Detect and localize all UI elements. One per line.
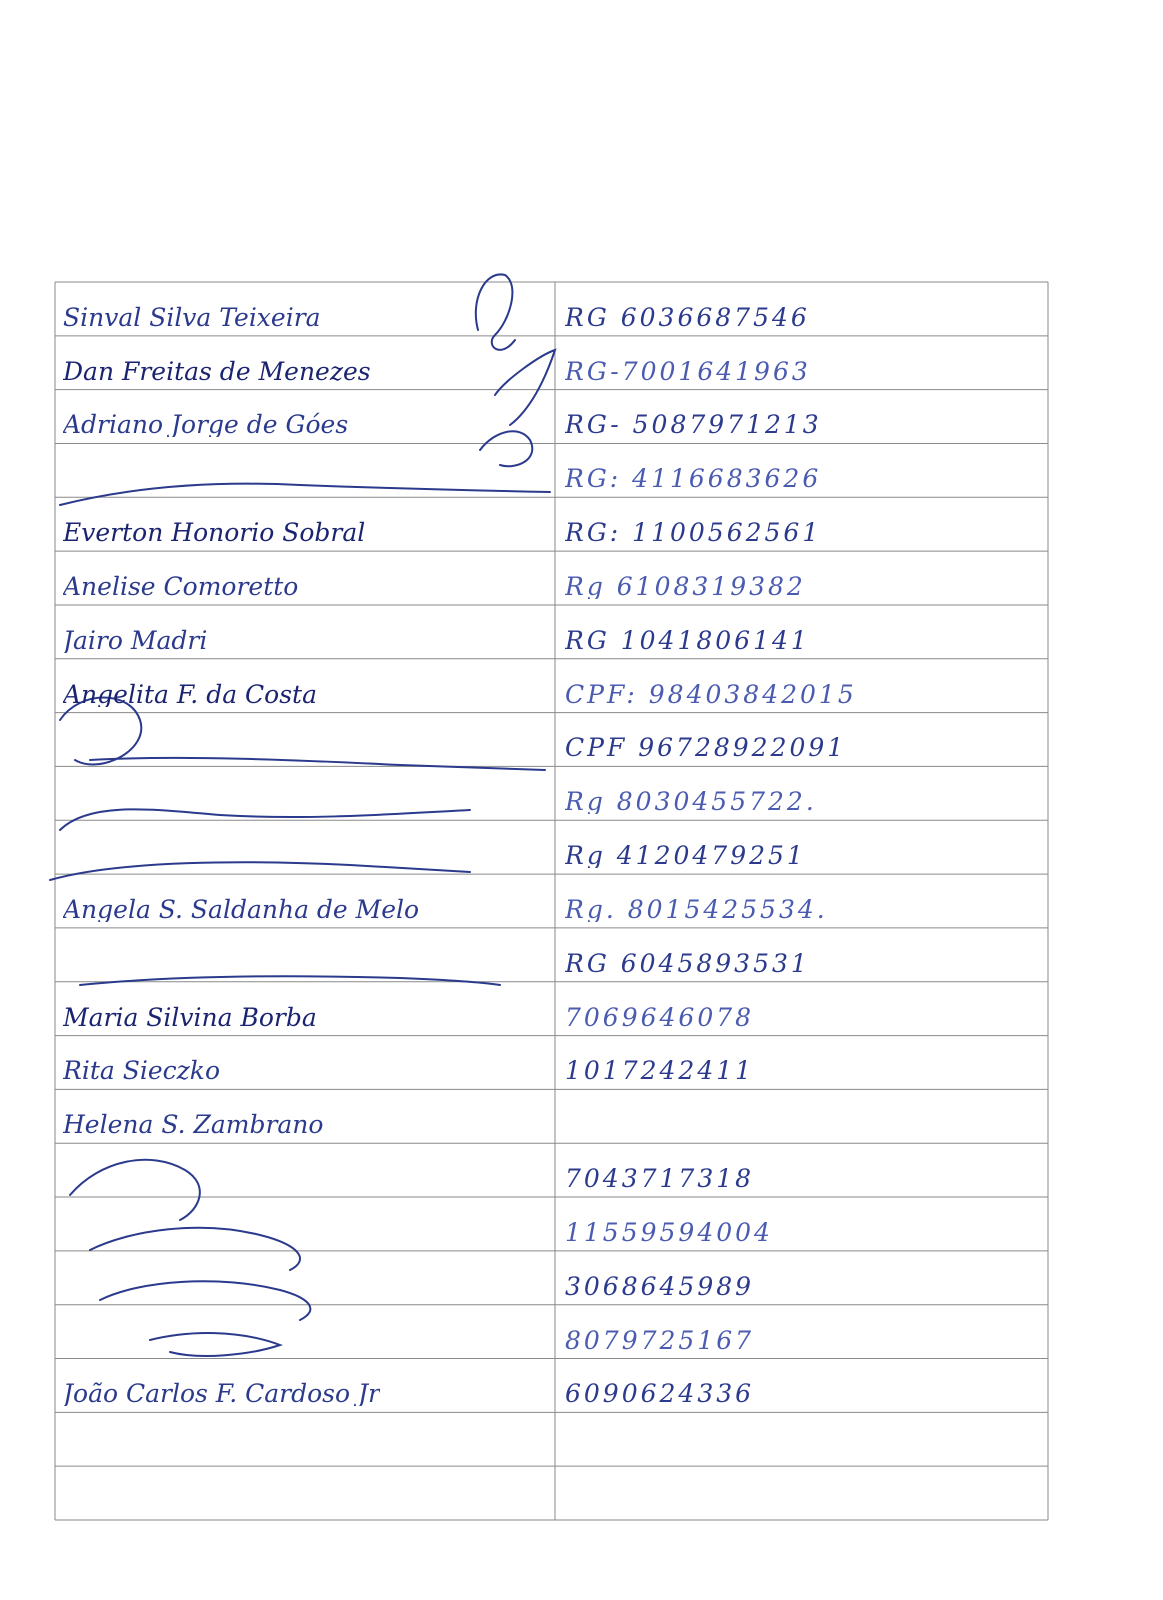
table-row	[55, 1251, 1048, 1305]
signer-document-id: 11559594004	[565, 1219, 773, 1245]
table-row	[55, 713, 1048, 767]
signer-name: Anelise Comoretto	[63, 573, 299, 599]
table-row	[55, 551, 1048, 605]
signer-document-id: RG 1041806141	[565, 627, 810, 653]
table-row	[55, 1143, 1048, 1197]
table-row	[55, 1466, 1048, 1520]
signer-name: Jairo Madri	[63, 627, 208, 653]
signer-name: Rita Sieczko	[63, 1058, 221, 1084]
table-row	[55, 1305, 1048, 1359]
table-row	[55, 336, 1048, 390]
signer-name: João Carlos F. Cardoso Jr	[63, 1381, 380, 1407]
signer-name: Everton Honorio Sobral	[63, 520, 366, 546]
signer-document-id: CPF: 98403842015	[565, 681, 857, 707]
table-row	[55, 605, 1048, 659]
signer-name: Angelita F. da Costa	[63, 681, 318, 707]
signer-document-id: RG 6045893531	[565, 950, 810, 976]
table-row	[55, 1359, 1048, 1413]
table-row	[55, 443, 1048, 497]
signer-document-id: 7043717318	[565, 1166, 755, 1192]
signer-document-id: RG-7001641963	[565, 358, 811, 384]
table-row	[55, 1089, 1048, 1143]
signer-name: Adriano Jorge de Góes	[63, 412, 349, 438]
table-row	[55, 874, 1048, 928]
signer-name: Helena S. Zambrano	[63, 1112, 324, 1138]
table-row	[55, 1412, 1048, 1466]
signer-document-id: RG- 5087971213	[565, 412, 822, 438]
signer-name: Angela S. Saldanha de Melo	[63, 896, 420, 922]
signer-document-id: RG: 1100562561	[565, 520, 822, 546]
signer-document-id: CPF 96728922091	[565, 735, 847, 761]
signer-document-id: 7069646078	[565, 1004, 755, 1030]
signer-name: Dan Freitas de Menezes	[63, 358, 371, 384]
table-row	[55, 820, 1048, 874]
signer-name: Sinval Silva Teixeira	[63, 304, 321, 330]
signer-document-id: RG 6036687546	[565, 304, 810, 330]
signer-document-id: Rg 8030455722.	[565, 789, 817, 815]
table-row	[55, 497, 1048, 551]
table-row	[55, 1036, 1048, 1090]
signer-document-id: 3068645989	[565, 1273, 755, 1299]
signer-name: Maria Silvina Borba	[63, 1004, 317, 1030]
table-row	[55, 659, 1048, 713]
signer-document-id: 1017242411	[565, 1058, 755, 1084]
signer-document-id: RG: 4116683626	[565, 466, 822, 492]
signer-document-id: Rg 4120479251	[565, 843, 806, 869]
signer-document-id: 8079725167	[565, 1327, 755, 1353]
table-row	[55, 928, 1048, 982]
table-row	[55, 766, 1048, 820]
table-row	[55, 982, 1048, 1036]
signer-document-id: 6090624336	[565, 1381, 755, 1407]
signer-document-id: Rg. 8015425534.	[565, 896, 828, 922]
signer-document-id: Rg 6108319382	[565, 573, 806, 599]
table-row	[55, 390, 1048, 444]
table-row	[55, 282, 1048, 336]
table-row	[55, 1197, 1048, 1251]
